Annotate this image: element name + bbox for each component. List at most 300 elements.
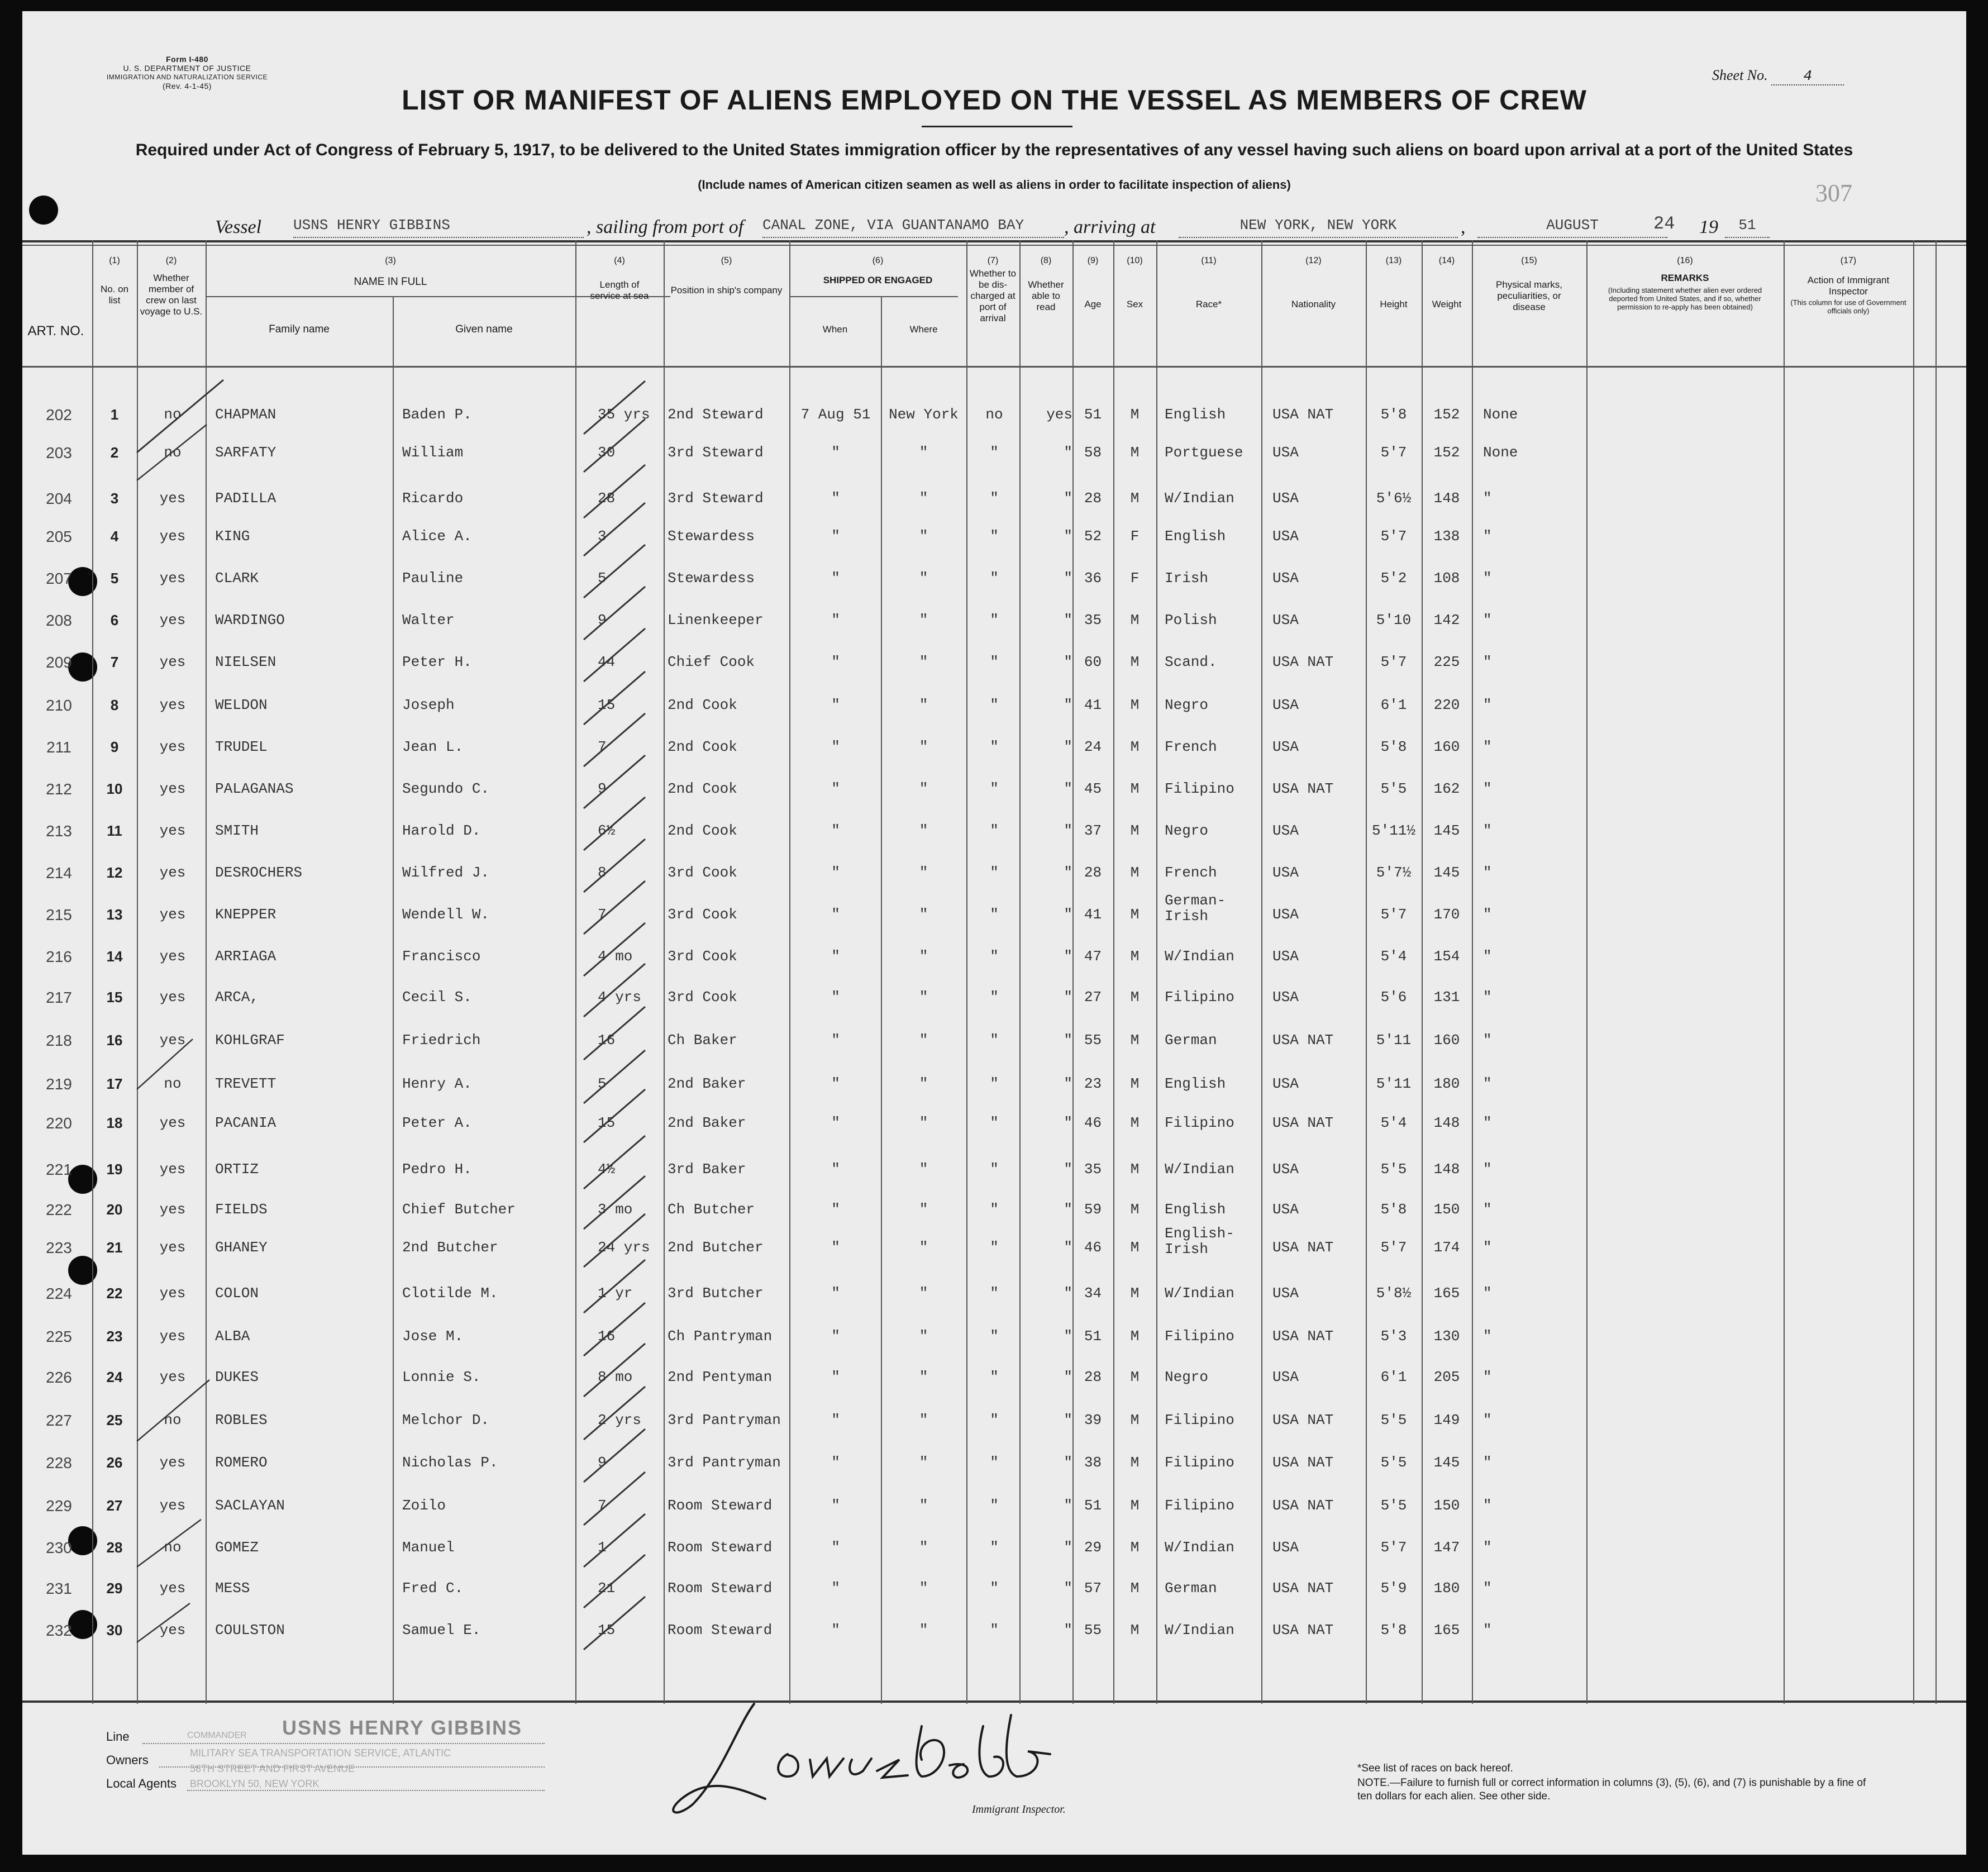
cell-position: Room Steward — [668, 1622, 773, 1638]
cell-shipped-where: New York — [889, 406, 959, 423]
cell-nationality: USA — [1272, 1369, 1299, 1385]
col-inspector-note: (This column for use of Government officials only) — [1790, 298, 1906, 315]
cell-given-name: Fred C. — [402, 1580, 464, 1597]
cell-height: 5'8 — [1380, 1201, 1407, 1218]
col-shipped-engaged: SHIPPED OR ENGAGED — [823, 275, 933, 285]
cell-position: 2nd Cook — [668, 822, 737, 839]
cell-sex: M — [1130, 1114, 1140, 1131]
arrival-year: 51 — [1725, 217, 1770, 238]
cell-age: 59 — [1084, 1201, 1102, 1218]
cell-given-name: Lonnie S. — [402, 1369, 481, 1385]
cell-prev-voyage: yes — [159, 1369, 186, 1385]
cell-weight: 148 — [1433, 1161, 1460, 1178]
cell-race: Negro — [1165, 822, 1209, 839]
cell-race: English — [1165, 1201, 1226, 1218]
cell-physical-marks: " — [1483, 948, 1492, 965]
cell-prev-voyage: no — [164, 1539, 182, 1556]
col-remarks: REMARKS — [1661, 273, 1709, 283]
cell-shipped-when: " — [831, 1239, 840, 1256]
cell-able-to-read: " — [1064, 1539, 1072, 1556]
cell-physical-marks: " — [1483, 1539, 1492, 1556]
cell-discharged: " — [990, 1412, 999, 1428]
cell-race: W/Indian — [1165, 1285, 1234, 1302]
crew-table — [22, 240, 1966, 1704]
cell-nationality: USA NAT — [1272, 1032, 1334, 1049]
cell-age: 47 — [1084, 948, 1102, 965]
cell-shipped-where: " — [919, 570, 928, 587]
cell-list-no: 6 — [110, 612, 119, 628]
cell-shipped-where: " — [919, 1201, 928, 1218]
col-num: (4) — [614, 256, 625, 265]
cell-art-no: 231 — [46, 1580, 72, 1597]
cell-age: 27 — [1084, 989, 1102, 1006]
cell-list-no: 13 — [106, 906, 123, 923]
cell-able-to-read: " — [1064, 1114, 1072, 1131]
cell-able-to-read: " — [1064, 780, 1072, 797]
cell-given-name: Melchor D. — [402, 1412, 490, 1428]
cell-art-no: 227 — [46, 1412, 72, 1429]
cell-shipped-where: " — [919, 1328, 928, 1345]
vessel-name: USNS HENRY GIBBINS — [293, 217, 584, 238]
cell-race: W/Indian — [1165, 1161, 1234, 1178]
cell-discharged: " — [990, 1075, 999, 1092]
cell-given-name: Zoilo — [402, 1497, 446, 1514]
col-num: (16) — [1677, 256, 1693, 265]
cell-discharged: " — [990, 1239, 999, 1256]
cell-height: 5'10 — [1376, 612, 1412, 628]
cell-shipped-where: " — [919, 1032, 928, 1049]
cell-list-no: 15 — [106, 989, 123, 1006]
cell-race: French — [1165, 864, 1217, 881]
col-num: (1) — [109, 256, 120, 265]
cell-shipped-when: " — [831, 948, 840, 965]
cell-race: Filipino — [1165, 1497, 1234, 1514]
cell-position: 3rd Cook — [668, 864, 737, 881]
cell-given-name: Wilfred J. — [402, 864, 490, 881]
cell-height: 5'2 — [1380, 570, 1407, 587]
cell-position: 3rd Cook — [668, 989, 737, 1006]
cell-nationality: USA — [1272, 1161, 1299, 1178]
cell-position: 2nd Steward — [668, 406, 764, 423]
cell-position: 2nd Cook — [668, 697, 737, 713]
cell-shipped-when: " — [831, 1285, 840, 1302]
cell-sex: M — [1130, 1412, 1140, 1428]
cell-able-to-read: yes — [1046, 406, 1072, 423]
cell-position: Stewardess — [668, 528, 755, 545]
col-sex: Sex — [1126, 299, 1143, 309]
punch-hole — [29, 196, 58, 225]
cell-sex: M — [1130, 1032, 1140, 1049]
arrival-month: AUGUST — [1477, 217, 1667, 238]
cell-physical-marks: " — [1483, 906, 1492, 923]
cell-given-name: Jose M. — [402, 1328, 464, 1345]
cell-list-no: 20 — [106, 1201, 123, 1218]
title-underline — [922, 126, 1072, 127]
cell-family-name: COLON — [215, 1285, 259, 1302]
cell-art-no: 225 — [46, 1328, 72, 1345]
cell-prev-voyage: yes — [159, 654, 186, 670]
cell-given-name: Alice A. — [402, 528, 472, 545]
cell-age: 36 — [1084, 570, 1102, 587]
departure-port: CANAL ZONE, VIA GUANTANAMO BAY — [762, 217, 1064, 238]
cell-family-name: ARCA, — [215, 989, 259, 1006]
vessel-stamp-line: MILITARY SEA TRANSPORTATION SERVICE, ATLANTIC — [190, 1747, 451, 1759]
cell-height: 5'4 — [1380, 1114, 1407, 1131]
cell-art-no: 212 — [46, 780, 72, 798]
cell-weight: 150 — [1433, 1201, 1460, 1218]
cell-discharged: " — [990, 1497, 999, 1514]
cell-physical-marks: " — [1483, 1114, 1492, 1131]
cell-shipped-when: " — [831, 1161, 840, 1178]
cell-weight: 145 — [1433, 1454, 1460, 1471]
cell-prev-voyage: yes — [159, 1285, 186, 1302]
cell-weight: 138 — [1433, 528, 1460, 545]
cell-shipped-where: " — [919, 1454, 928, 1471]
cell-age: 38 — [1084, 1454, 1102, 1471]
col-num: (10) — [1127, 256, 1143, 265]
cell-shipped-when: " — [831, 822, 840, 839]
cell-art-no: 232 — [46, 1622, 72, 1639]
cell-age: 28 — [1084, 490, 1102, 507]
cell-family-name: DESROCHERS — [215, 864, 303, 881]
cell-prev-voyage: yes — [159, 1580, 186, 1597]
cell-prev-voyage: yes — [159, 822, 186, 839]
col-num: (6) — [872, 256, 884, 265]
cell-service-length: 8 — [598, 864, 607, 881]
cell-art-no: 215 — [46, 906, 72, 923]
cell-discharged: " — [990, 1114, 999, 1131]
cell-weight: 154 — [1433, 948, 1460, 965]
col-no-on-list: No. on list — [100, 284, 129, 306]
cell-nationality: USA — [1272, 906, 1299, 923]
cell-discharged: " — [990, 697, 999, 713]
cell-weight: 220 — [1433, 697, 1460, 713]
cell-list-no: 26 — [106, 1454, 123, 1471]
cell-race: English — [1165, 1075, 1226, 1092]
cell-position: Chief Cook — [668, 654, 755, 670]
cell-able-to-read: " — [1064, 528, 1072, 545]
cell-able-to-read: " — [1064, 822, 1072, 839]
cell-sex: M — [1130, 780, 1140, 797]
cell-able-to-read: " — [1064, 1454, 1072, 1471]
revision: (Rev. 4-1-45) — [163, 82, 212, 90]
cell-service-length: 15 — [598, 697, 616, 713]
col-num: (17) — [1840, 256, 1857, 265]
cell-sex: M — [1130, 864, 1140, 881]
cell-age: 58 — [1084, 444, 1102, 461]
cell-position: 3rd Pantryman — [668, 1412, 781, 1428]
cell-sex: M — [1130, 406, 1140, 423]
cell-race: Filipino — [1165, 1328, 1234, 1345]
cell-family-name: ALBA — [215, 1328, 250, 1345]
cell-shipped-where: " — [919, 612, 928, 628]
cell-height: 5'11 — [1376, 1075, 1412, 1092]
cell-height: 5'8½ — [1376, 1285, 1412, 1302]
cell-shipped-where: " — [919, 1239, 928, 1256]
cell-shipped-when: " — [831, 444, 840, 461]
cell-physical-marks: " — [1483, 1412, 1492, 1428]
cell-physical-marks: " — [1483, 1239, 1492, 1256]
cell-sex: M — [1130, 822, 1140, 839]
cell-nationality: USA NAT — [1272, 1114, 1334, 1131]
col-num: (8) — [1040, 256, 1052, 265]
cell-weight: 165 — [1433, 1285, 1460, 1302]
cell-height: 5'5 — [1380, 1497, 1407, 1514]
cell-weight: 180 — [1433, 1075, 1460, 1092]
cell-given-name: Friedrich — [402, 1032, 481, 1049]
cell-shipped-where: " — [919, 1114, 928, 1131]
cell-able-to-read: " — [1064, 1032, 1072, 1049]
cell-race: Negro — [1165, 1369, 1209, 1385]
footer-dotted-line — [142, 1743, 545, 1744]
vessel-stamp-line: 58TH STREET AND FIRST AVENUE — [190, 1763, 355, 1774]
cell-age: 55 — [1084, 1032, 1102, 1049]
cell-discharged: " — [990, 444, 999, 461]
cell-family-name: PADILLA — [215, 490, 276, 507]
cell-art-no: 219 — [46, 1075, 72, 1093]
cell-age: 37 — [1084, 822, 1102, 839]
cell-weight: 160 — [1433, 1032, 1460, 1049]
cell-service-length: 24 yrs — [598, 1239, 650, 1256]
cell-able-to-read: " — [1064, 989, 1072, 1006]
cell-service-length: 6½ — [598, 822, 616, 839]
cell-race: English-Irish — [1165, 1225, 1234, 1257]
cell-nationality: USA NAT — [1272, 780, 1334, 797]
cell-height: 5'6 — [1380, 989, 1407, 1006]
cell-age: 51 — [1084, 1328, 1102, 1345]
cell-shipped-when: " — [831, 1580, 840, 1597]
cell-position: Ch Butcher — [668, 1201, 755, 1218]
cell-race: French — [1165, 739, 1217, 755]
cell-prev-voyage: yes — [159, 1497, 186, 1514]
col-num: (14) — [1438, 256, 1455, 265]
cell-shipped-when: " — [831, 570, 840, 587]
cell-physical-marks: " — [1483, 490, 1492, 507]
cell-age: 28 — [1084, 864, 1102, 881]
cell-list-no: 5 — [110, 570, 119, 587]
cell-list-no: 10 — [106, 780, 123, 797]
cell-able-to-read: " — [1064, 1239, 1072, 1256]
cell-service-length: 1 — [598, 1539, 607, 1556]
footer-line-label: Line — [106, 1730, 130, 1744]
cell-prev-voyage: yes — [159, 1239, 186, 1256]
cell-weight: 150 — [1433, 1497, 1460, 1514]
cell-art-no: 221 — [46, 1161, 72, 1178]
cell-art-no: 228 — [46, 1454, 72, 1471]
cell-weight: 152 — [1433, 406, 1460, 423]
cell-position: Stewardess — [668, 570, 755, 587]
cell-able-to-read: " — [1064, 697, 1072, 713]
cell-discharged: " — [990, 1369, 999, 1385]
cell-prev-voyage: yes — [159, 490, 186, 507]
cell-family-name: TRUDEL — [215, 739, 268, 755]
cell-age: 55 — [1084, 1622, 1102, 1638]
cell-nationality: USA NAT — [1272, 1454, 1334, 1471]
cell-shipped-when: " — [831, 1369, 840, 1385]
cell-height: 5'7½ — [1376, 864, 1412, 881]
cell-race: English — [1165, 406, 1226, 423]
cell-given-name: Joseph — [402, 697, 455, 713]
cell-age: 46 — [1084, 1114, 1102, 1131]
cell-physical-marks: " — [1483, 739, 1492, 755]
cell-family-name: KING — [215, 528, 250, 545]
cell-family-name: FIELDS — [215, 1201, 268, 1218]
cell-service-length: 3 — [598, 528, 607, 545]
col-num: (3) — [385, 256, 396, 265]
cell-age: 35 — [1084, 1161, 1102, 1178]
cell-art-no: 203 — [46, 444, 72, 461]
cell-discharged: " — [990, 1539, 999, 1556]
cell-height: 5'7 — [1380, 444, 1407, 461]
cell-physical-marks: None — [1483, 444, 1518, 461]
cell-service-length: 7 — [598, 1497, 607, 1514]
cell-weight: 130 — [1433, 1328, 1460, 1345]
cell-sex: M — [1130, 1539, 1140, 1556]
cell-art-no: 209 — [46, 654, 72, 671]
cell-given-name: Chief Butcher — [402, 1201, 516, 1218]
cell-height: 5'5 — [1380, 1161, 1407, 1178]
cell-service-length: 9 — [598, 612, 607, 628]
cell-service-length: 9 — [598, 780, 607, 797]
cell-sex: M — [1130, 1580, 1140, 1597]
cell-nationality: USA — [1272, 570, 1299, 587]
cell-prev-voyage: yes — [159, 528, 186, 545]
cell-age: 60 — [1084, 654, 1102, 670]
cell-weight: 170 — [1433, 906, 1460, 923]
cell-position: 2nd Baker — [668, 1114, 746, 1131]
cell-art-no: 222 — [46, 1201, 72, 1218]
cell-service-length: 44 — [598, 654, 616, 670]
cell-physical-marks: " — [1483, 989, 1492, 1006]
cell-service-length: 28 — [598, 490, 616, 507]
cell-prev-voyage: no — [164, 1075, 182, 1092]
cell-prev-voyage: yes — [159, 612, 186, 628]
cell-list-no: 2 — [110, 444, 119, 461]
cell-age: 23 — [1084, 1075, 1102, 1092]
cell-position: 3rd Pantryman — [668, 1454, 781, 1471]
cell-shipped-where: " — [919, 1285, 928, 1302]
cell-prev-voyage: yes — [159, 1114, 186, 1131]
cell-sex: M — [1130, 1622, 1140, 1638]
col-length-service: Length of service at sea — [590, 279, 649, 301]
cell-sex: M — [1130, 1497, 1140, 1514]
cell-age: 24 — [1084, 739, 1102, 755]
cell-nationality: USA NAT — [1272, 1580, 1334, 1597]
cell-sex: M — [1130, 612, 1140, 628]
cell-position: Room Steward — [668, 1497, 773, 1514]
cell-position: 3rd Butcher — [668, 1285, 764, 1302]
cell-nationality: USA NAT — [1272, 1239, 1334, 1256]
sheet-value: 4 — [1771, 68, 1844, 85]
col-position: Position in ship's company — [670, 285, 783, 296]
cell-physical-marks: " — [1483, 1369, 1492, 1385]
cell-shipped-where: " — [919, 1161, 928, 1178]
cell-family-name: GHANEY — [215, 1239, 268, 1256]
cell-height: 6'1 — [1380, 697, 1407, 713]
cell-race: W/Indian — [1165, 948, 1234, 965]
cell-discharged: " — [990, 1161, 999, 1178]
cell-height: 5'9 — [1380, 1580, 1407, 1597]
vessel-stamp-line: BROOKLYN 50, NEW YORK — [190, 1778, 320, 1789]
cell-family-name: COULSTON — [215, 1622, 285, 1638]
cell-weight: 147 — [1433, 1539, 1460, 1556]
cell-height: 5'11 — [1376, 1032, 1412, 1049]
cell-physical-marks: " — [1483, 697, 1492, 713]
cell-discharged: " — [990, 1580, 999, 1597]
cell-shipped-where: " — [919, 906, 928, 923]
col-height: Height — [1380, 299, 1408, 309]
cell-prev-voyage: no — [164, 1412, 182, 1428]
cell-prev-voyage: yes — [159, 780, 186, 797]
cell-prev-voyage: yes — [159, 989, 186, 1006]
cell-given-name: Samuel E. — [402, 1622, 481, 1638]
cell-shipped-when: " — [831, 654, 840, 670]
cell-art-no: 202 — [46, 406, 72, 423]
cell-nationality: USA — [1272, 739, 1299, 755]
cell-physical-marks: " — [1483, 1032, 1492, 1049]
cell-able-to-read: " — [1064, 1075, 1072, 1092]
cell-position: 2nd Cook — [668, 780, 737, 797]
cell-prev-voyage: yes — [159, 1032, 186, 1049]
cell-discharged: " — [990, 989, 999, 1006]
cell-shipped-where: " — [919, 654, 928, 670]
cell-list-no: 17 — [106, 1075, 123, 1092]
cell-shipped-where: " — [919, 1622, 928, 1638]
col-art-no: ART. NO. — [27, 323, 84, 339]
cell-age: 39 — [1084, 1412, 1102, 1428]
cell-nationality: USA — [1272, 1075, 1299, 1092]
cell-service-length: 9 — [598, 1454, 607, 1471]
cell-service-length: 15 — [598, 1622, 616, 1638]
cell-nationality: USA — [1272, 822, 1299, 839]
cell-physical-marks: " — [1483, 570, 1492, 587]
cell-list-no: 21 — [106, 1239, 123, 1256]
col-num: (12) — [1305, 256, 1322, 265]
sheet-label: Sheet No. — [1712, 67, 1768, 83]
cell-height: 5'5 — [1380, 780, 1407, 797]
cell-physical-marks: " — [1483, 612, 1492, 628]
cell-sex: F — [1130, 570, 1140, 587]
cell-prev-voyage: yes — [159, 1622, 186, 1638]
cell-list-no: 23 — [106, 1328, 123, 1345]
cell-physical-marks: " — [1483, 1622, 1492, 1638]
cell-family-name: MESS — [215, 1580, 250, 1597]
cell-shipped-where: " — [919, 444, 928, 461]
year-prefix: 19 — [1699, 217, 1718, 237]
cell-race: Negro — [1165, 697, 1209, 713]
footer-owners-label: Owners — [106, 1753, 149, 1767]
cell-shipped-when: " — [831, 528, 840, 545]
cell-nationality: USA — [1272, 864, 1299, 881]
cell-art-no: 229 — [46, 1497, 72, 1514]
cell-weight: 108 — [1433, 570, 1460, 587]
cell-height: 5'8 — [1380, 739, 1407, 755]
cell-family-name: CHAPMAN — [215, 406, 276, 423]
inspector-label: Immigrant Inspector. — [972, 1803, 1066, 1816]
cell-physical-marks: " — [1483, 1161, 1492, 1178]
cell-position: 3rd Steward — [668, 490, 764, 507]
cell-weight: 162 — [1433, 780, 1460, 797]
cell-service-length: 30 — [598, 444, 616, 461]
cell-prev-voyage: no — [164, 406, 182, 423]
cell-shipped-when: " — [831, 739, 840, 755]
cell-art-no: 220 — [46, 1114, 72, 1132]
cell-discharged: " — [990, 1032, 999, 1049]
cell-shipped-when: " — [831, 612, 840, 628]
cell-list-no: 3 — [110, 490, 119, 507]
col-family-name: Family name — [269, 323, 330, 335]
cell-weight: 145 — [1433, 822, 1460, 839]
